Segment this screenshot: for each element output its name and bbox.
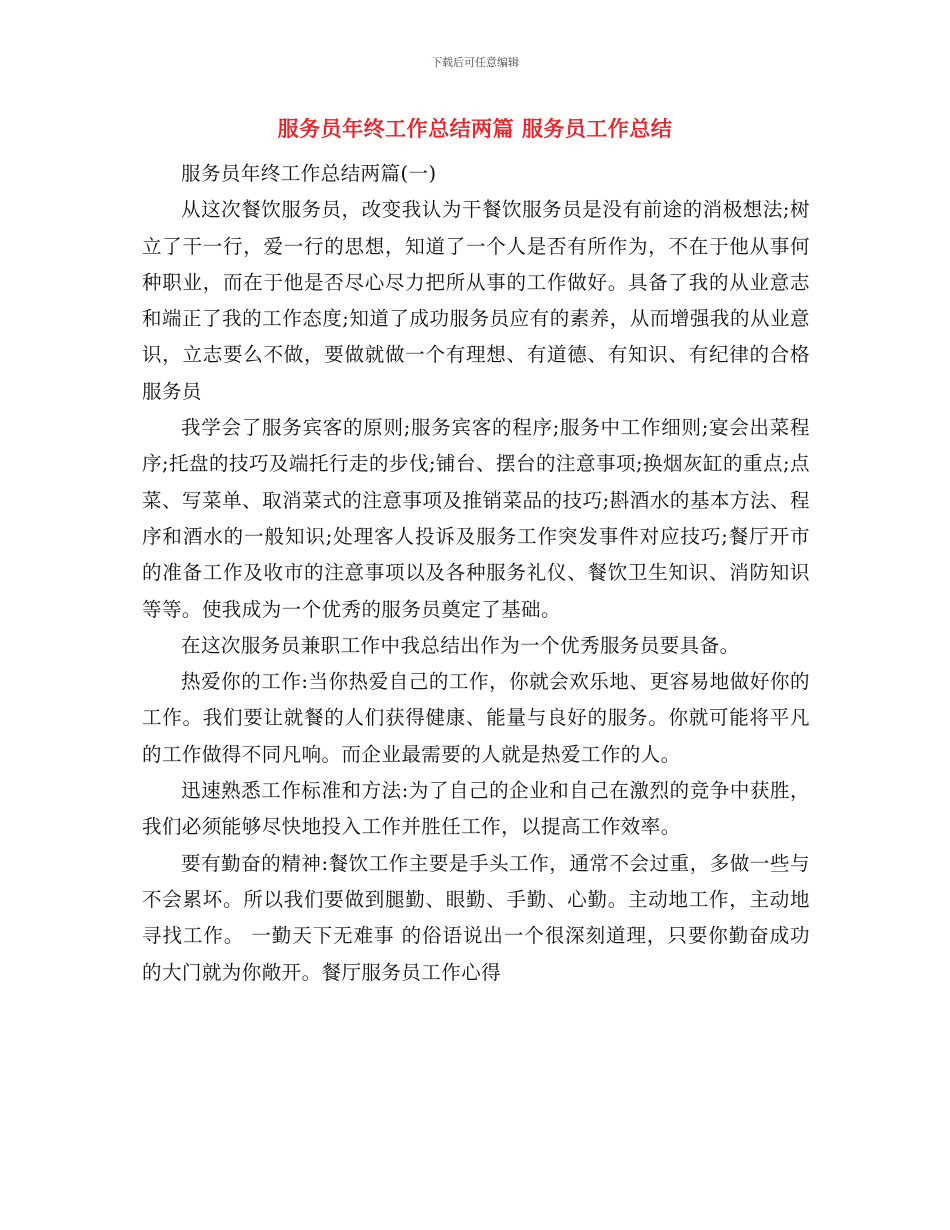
paragraph: 要有勤奋的精神:餐饮工作主要是手头工作，通常不会过重，多做一些与不会累坏。所以我们要做到腿勤、眼勤、手勤、心勤。主动地工作，主动地寻找工作。 一勤天下无难事 的俗语说出一个很深刻道理，只要你勤奋成功的大门就为你敞开。餐厅服务员工作心得	[142, 851, 810, 984]
paragraph: 从这次餐饮服务员，改变我认为干餐饮服务员是没有前途的消极想法;树立了干一行，爱一行的思想，知道了一个人是否有所作为，不在于他从事何种职业，而在于他是否尽心尽力把所从事的工作做好。具备了我的从业意志和端正了我的工作态度;知道了成功服务员应有的素养，从而增强我的从业意识，立志要么不做，要做就做一个有理想、有道德、有知识、有纪律的合格服务员	[142, 198, 810, 403]
paragraph: 热爱你的工作:当你热爱自己的工作，你就会欢乐地、更容易地做好你的工作。我们要让就餐的人们获得健康、能量与良好的服务。你就可能将平凡的工作做得不同凡响。而企业最需要的人就是热爱工作的人。	[142, 670, 810, 766]
section-heading: 服务员年终工作总结两篇(一)	[181, 162, 437, 185]
document-title: 服务员年终工作总结两篇 服务员工作总结	[277, 117, 673, 141]
document-body	[142, 156, 810, 991]
page-header-note: 下载后可任意编辑	[431, 56, 519, 69]
paragraph: 迅速熟悉工作标准和方法:为了自己的企业和自己在激烈的竞争中获胜，我们必须能够尽快地投入工作并胜任工作，以提高工作效率。	[142, 779, 810, 839]
paragraph: 我学会了服务宾客的原则;服务宾客的程序;服务中工作细则;宴会出菜程序;托盘的技巧及端托行走的步伐;铺台、摆台的注意事项;换烟灰缸的重点;点菜、写菜单、取消菜式的注意事项及推销菜品的技巧;斟酒水的基本方法、程序和酒水的一般知识;处理客人投诉及服务工作突发事件对应技巧;餐厅开市的准备工作及收市的注意事项以及各种服务礼仪、餐饮卫生知识、消防知识等等。使我成为一个优秀的服务员奠定了基础。	[142, 416, 810, 621]
paragraph: 在这次服务员兼职工作中我总结出作为一个优秀服务员要具备。	[181, 633, 740, 657]
